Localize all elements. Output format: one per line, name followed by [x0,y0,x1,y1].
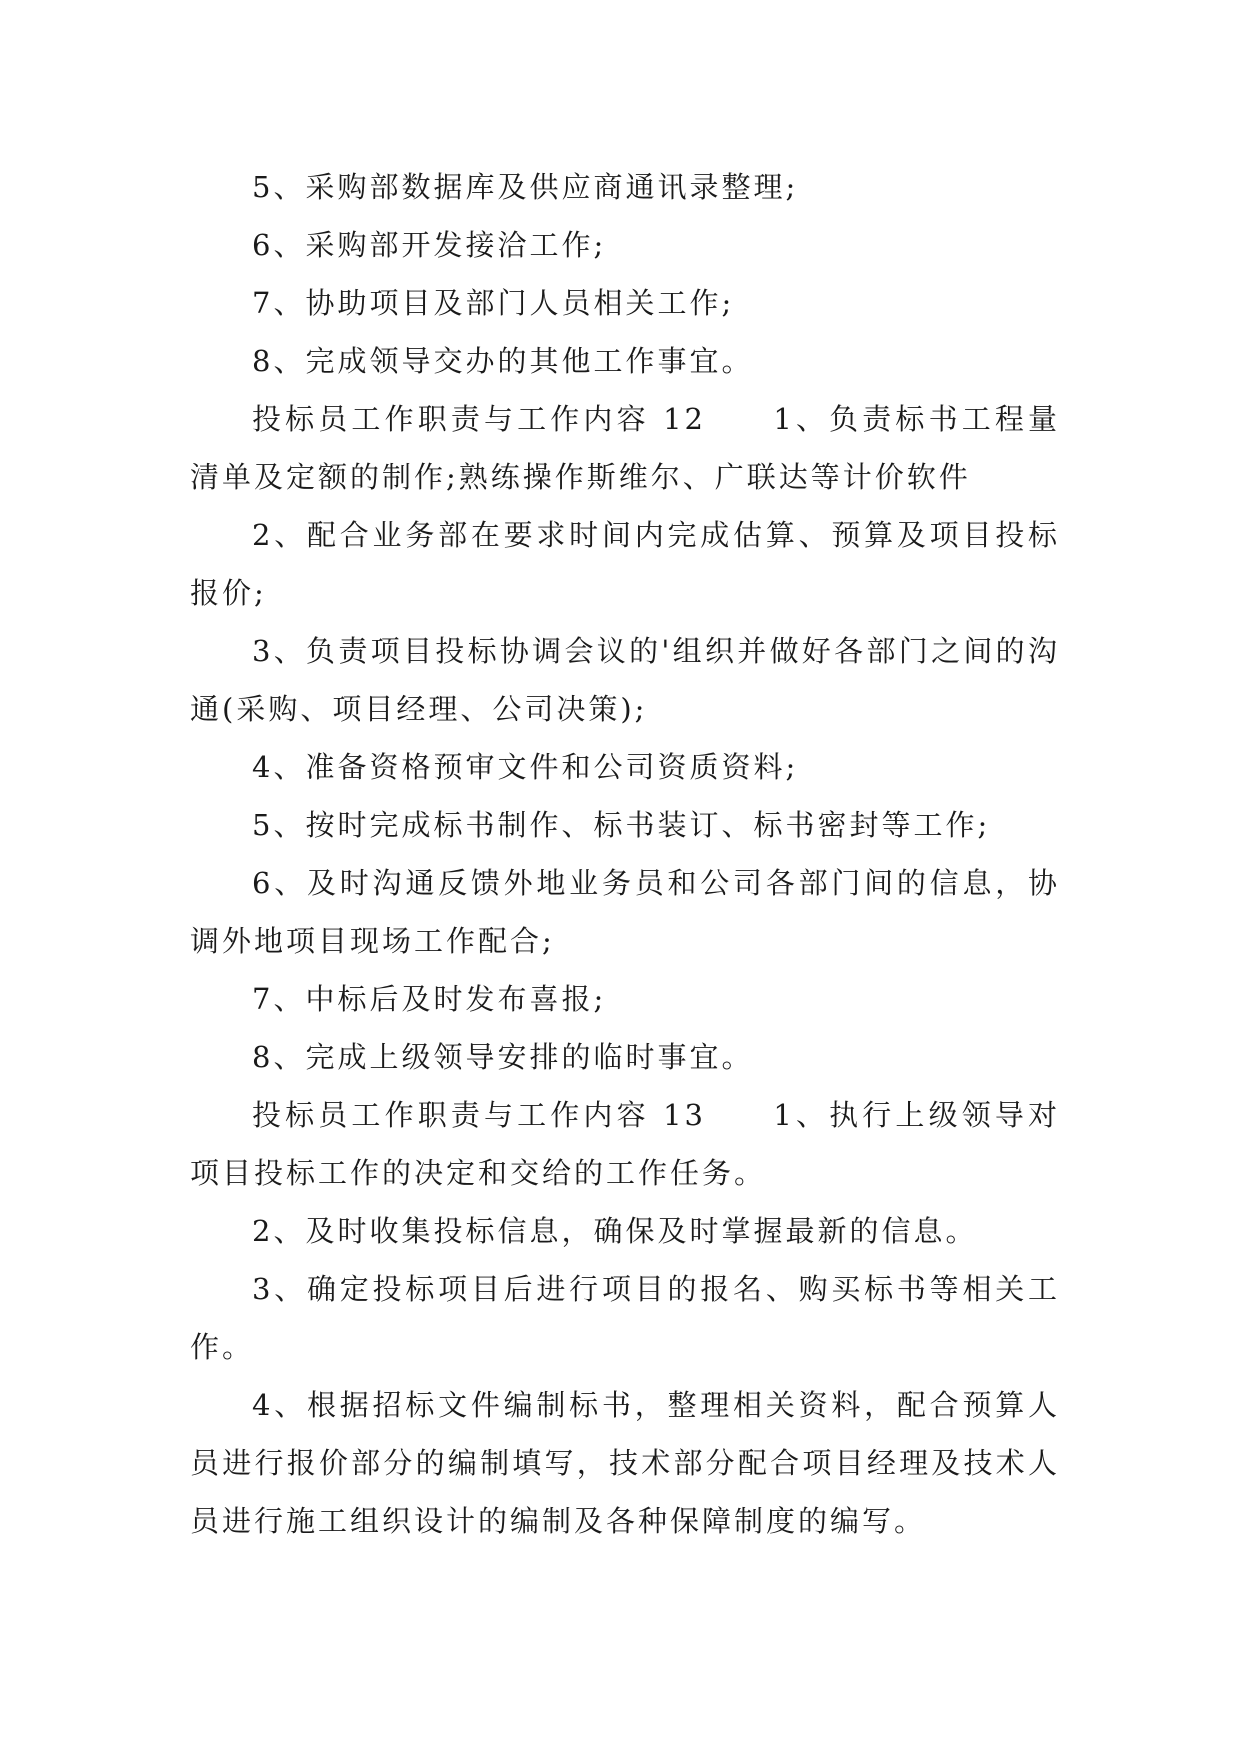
paragraph-section-12-heading: 投标员工作职责与工作内容 12 1、负责标书工程量清单及定额的制作;熟练操作斯维尔、广联达等计价软件 [190,402,1060,494]
paragraph-collect-info: 2、及时收集投标信息，确保及时掌握最新的信息。 [252,1214,978,1248]
paragraph-assist-project: 7、协助项目及部门人员相关工作; [252,286,735,320]
paragraph-communication: 6、及时沟通反馈外地业务员和公司各部门间的信息，协调外地项目现场工作配合; [190,866,1060,958]
paragraph-qualification-docs: 4、准备资格预审文件和公司资质资料; [252,750,799,784]
paragraph-bid-preparation: 4、根据招标文件编制标书，整理相关资料，配合预算人员进行报价部分的编制填写，技术部分配合项目经理及技术人员进行施工组织设计的编制及各种保障制度的编写。 [190,1388,1060,1538]
paragraph-bid-production: 5、按时完成标书制作、标书装订、标书密封等工作; [252,808,991,842]
paragraph-temporary-tasks: 8、完成上级领导安排的临时事宜。 [252,1040,754,1074]
document-page [190,158,1060,1550]
paragraph-purchase-development: 6、采购部开发接洽工作; [252,228,607,262]
paragraph-bid-coordination: 3、负责项目投标协调会议的'组织并做好各部门之间的沟通(采购、项目经理、公司决策); [190,634,1060,726]
paragraph-announcement: 7、中标后及时发布喜报; [252,982,607,1016]
paragraph-section-13-heading: 投标员工作职责与工作内容 13 1、执行上级领导对项目投标工作的决定和交给的工作任务。 [190,1098,1060,1190]
paragraph-purchase-database: 5、采购部数据库及供应商通讯录整理; [252,170,799,204]
paragraph-leader-assignments: 8、完成领导交办的其他工作事宜。 [252,344,754,378]
paragraph-budget-quotation: 2、配合业务部在要求时间内完成估算、预算及项目投标报价; [190,518,1060,610]
paragraph-registration: 3、确定投标项目后进行项目的报名、购买标书等相关工作。 [190,1272,1060,1364]
